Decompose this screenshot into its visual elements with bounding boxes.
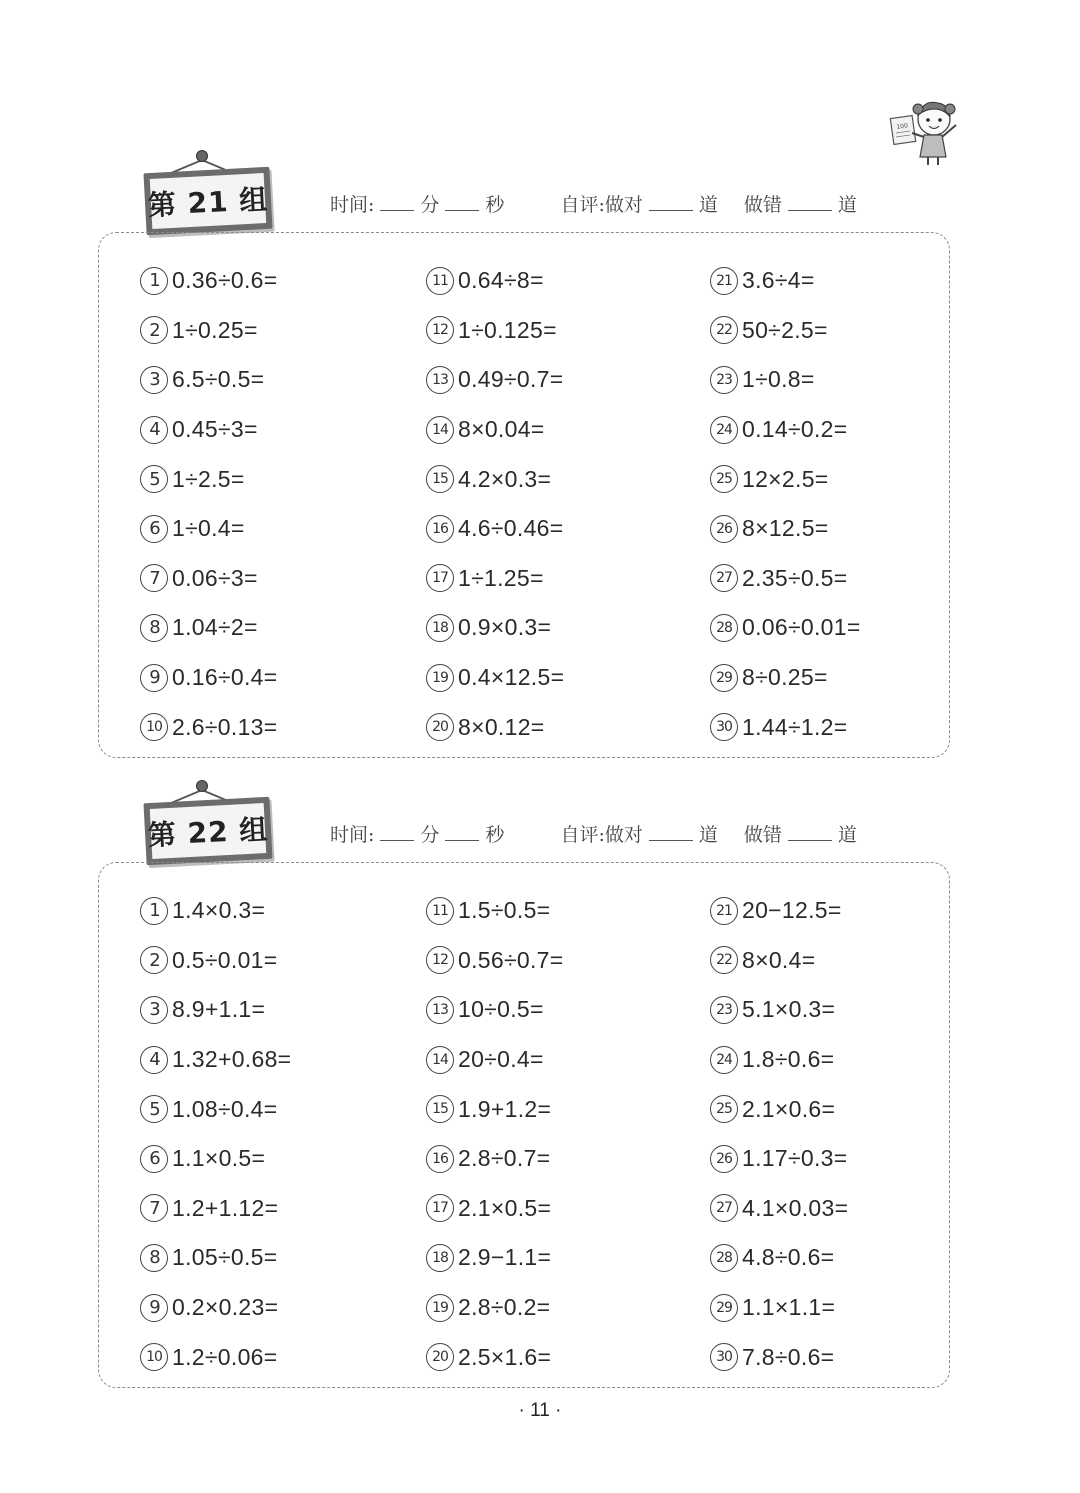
problem-number-badge: 4: [140, 416, 168, 444]
problem-number-badge: 18: [426, 1244, 454, 1272]
problem-item: [140, 1332, 426, 1382]
problem-expression: 0.9×0.3=: [458, 614, 552, 641]
problem-number-badge: 10: [140, 713, 168, 741]
problem-number-badge: 30: [710, 1343, 738, 1371]
problem-expression: 1.17÷0.3=: [742, 1145, 848, 1172]
problem-number-badge: 19: [426, 1294, 454, 1322]
problem-expression: 0.56÷0.7=: [458, 946, 564, 973]
problem-number-badge: 2: [140, 316, 168, 344]
problem-number-badge: 29: [710, 1294, 738, 1322]
minutes-label: 分: [420, 194, 440, 216]
problem-expression: 2.9−1.1=: [458, 1244, 552, 1271]
exercise-group-22: [0, 780, 1080, 1420]
problem-number-badge: 11: [426, 897, 454, 925]
problem-number-badge: 24: [710, 1046, 738, 1074]
problem-number-badge: 30: [710, 713, 738, 741]
group-title: 第 22 组: [147, 812, 270, 853]
problem-number-badge: 29: [710, 664, 738, 692]
problem-item: [710, 1134, 940, 1184]
time-label: 时间:: [330, 194, 375, 216]
problem-expression: 7.8÷0.6=: [742, 1343, 835, 1370]
problem-expression: 8×12.5=: [742, 515, 829, 542]
problem-number-badge: 8: [140, 1244, 168, 1272]
problem-item: [426, 554, 710, 604]
problem-item: [710, 1035, 940, 1085]
wrong-unit-label: 道: [837, 824, 857, 846]
problem-expression: 12×2.5=: [742, 465, 829, 492]
score-header: [330, 820, 930, 847]
self-eval-label: 自评:做对: [560, 194, 643, 216]
wrong-label: 做错: [743, 194, 782, 216]
problem-item: [426, 1035, 710, 1085]
problem-item: [710, 1084, 940, 1134]
problem-item: [710, 1233, 940, 1283]
problem-expression: 4.6÷0.46=: [458, 515, 564, 542]
correct-count-blank[interactable]: [649, 822, 693, 841]
minutes-blank[interactable]: [380, 822, 414, 841]
problem-expression: 1.44÷1.2=: [742, 713, 848, 740]
problem-number-badge: 27: [710, 1194, 738, 1222]
problem-number-badge: 6: [140, 515, 168, 543]
problem-item: [426, 306, 710, 356]
problem-number-badge: 21: [710, 897, 738, 925]
problem-expression: 8×0.4=: [742, 946, 816, 973]
problem-number-badge: 8: [140, 614, 168, 642]
problem-expression: 0.06÷3=: [172, 564, 258, 591]
problem-item: [140, 653, 426, 703]
problem-number-badge: 12: [426, 316, 454, 344]
problem-number-badge: 13: [426, 366, 454, 394]
correct-count-blank[interactable]: [649, 192, 693, 211]
problem-expression: 2.6÷0.13=: [172, 713, 278, 740]
problem-item: [710, 306, 940, 356]
problem-item: [140, 886, 426, 936]
problem-item: [710, 256, 940, 306]
problem-number-badge: 20: [426, 1343, 454, 1371]
problems-grid: [140, 256, 940, 752]
problem-expression: 0.4×12.5=: [458, 664, 565, 691]
problem-number-badge: 18: [426, 614, 454, 642]
problem-number-badge: 7: [140, 564, 168, 592]
seconds-blank[interactable]: [445, 822, 479, 841]
page-number: · 11 ·: [518, 1400, 562, 1421]
nail-icon: [196, 780, 208, 792]
problem-expression: 4.2×0.3=: [458, 465, 552, 492]
group-title-sign: [143, 797, 272, 866]
problem-expression: 8×0.04=: [458, 416, 545, 443]
problem-item: [140, 554, 426, 604]
problem-item: [140, 454, 426, 504]
problem-item: [426, 603, 710, 653]
problem-expression: 4.1×0.03=: [742, 1194, 849, 1221]
problem-number-badge: 22: [710, 946, 738, 974]
problem-expression: 0.5÷0.01=: [172, 946, 278, 973]
problem-number-badge: 10: [140, 1343, 168, 1371]
wrong-label: 做错: [743, 824, 782, 846]
problem-expression: 1÷0.125=: [458, 316, 557, 343]
mascot-paper-text: 100: [896, 122, 909, 131]
problems-grid: [140, 886, 940, 1382]
minutes-label: 分: [420, 824, 440, 846]
problem-expression: 1.1×1.1=: [742, 1294, 836, 1321]
problem-expression: 2.1×0.5=: [458, 1194, 552, 1221]
problem-expression: 0.2×0.23=: [172, 1294, 279, 1321]
nail-icon: [196, 150, 208, 162]
problem-item: [140, 504, 426, 554]
problem-number-badge: 4: [140, 1046, 168, 1074]
problem-number-badge: 9: [140, 1294, 168, 1322]
problem-expression: 50÷2.5=: [742, 316, 828, 343]
problem-number-badge: 16: [426, 515, 454, 543]
problem-number-badge: 16: [426, 1145, 454, 1173]
problem-expression: 0.64÷8=: [458, 267, 544, 294]
problem-item: [710, 1283, 940, 1333]
correct-unit-label: 道: [698, 194, 718, 216]
problem-number-badge: 26: [710, 1145, 738, 1173]
problem-item: [710, 454, 940, 504]
problem-expression: 8.9+1.1=: [172, 996, 266, 1023]
problem-item: [140, 1184, 426, 1234]
problem-expression: 1÷1.25=: [458, 564, 544, 591]
problem-item: [140, 405, 426, 455]
problem-item: [140, 1134, 426, 1184]
problem-expression: 8÷0.25=: [742, 664, 828, 691]
problem-expression: 1.04÷2=: [172, 614, 258, 641]
problem-expression: 1.8÷0.6=: [742, 1046, 835, 1073]
seconds-label: 秒: [485, 194, 505, 216]
problem-number-badge: 3: [140, 996, 168, 1024]
problem-expression: 3.6÷4=: [742, 267, 815, 294]
minutes-blank[interactable]: [380, 192, 414, 211]
problem-expression: 0.49÷0.7=: [458, 366, 564, 393]
problem-number-badge: 3: [140, 366, 168, 394]
problem-item: [426, 1134, 710, 1184]
problem-item: [140, 1283, 426, 1333]
problem-number-badge: 12: [426, 946, 454, 974]
problem-item: [426, 936, 710, 986]
problem-expression: 20−12.5=: [742, 897, 842, 924]
problem-number-badge: 2: [140, 946, 168, 974]
problem-item: [426, 1283, 710, 1333]
problem-item: [426, 1233, 710, 1283]
problem-number-badge: 24: [710, 416, 738, 444]
problem-expression: 1.5÷0.5=: [458, 897, 551, 924]
problem-expression: 1.4×0.3=: [172, 897, 266, 924]
problem-item: [426, 653, 710, 703]
problem-number-badge: 14: [426, 1046, 454, 1074]
problem-expression: 6.5÷0.5=: [172, 366, 265, 393]
problem-number-badge: 27: [710, 564, 738, 592]
problem-item: [426, 256, 710, 306]
problem-item: [426, 886, 710, 936]
problem-expression: 1.2+1.12=: [172, 1194, 279, 1221]
problem-number-badge: 1: [140, 267, 168, 295]
problem-number-badge: 17: [426, 564, 454, 592]
seconds-blank[interactable]: [445, 192, 479, 211]
problem-item: [140, 1035, 426, 1085]
problem-number-badge: 11: [426, 267, 454, 295]
problem-expression: 10÷0.5=: [458, 996, 544, 1023]
group-title-sign: [143, 167, 272, 236]
problem-item: [426, 1184, 710, 1234]
exercise-group-21: [0, 150, 1080, 790]
wrong-count-blank[interactable]: [788, 192, 832, 211]
problem-number-badge: 25: [710, 465, 738, 493]
problem-expression: 0.06÷0.01=: [742, 614, 861, 641]
problem-item: [140, 603, 426, 653]
problem-expression: 1.2÷0.06=: [172, 1343, 278, 1370]
problem-item: [140, 256, 426, 306]
problem-expression: 4.8÷0.6=: [742, 1244, 835, 1271]
problem-expression: 1.05÷0.5=: [172, 1244, 278, 1271]
problem-item: [710, 1184, 940, 1234]
problem-number-badge: 9: [140, 664, 168, 692]
problem-expression: 2.5×1.6=: [458, 1343, 552, 1370]
problem-number-badge: 13: [426, 996, 454, 1024]
seconds-label: 秒: [485, 824, 505, 846]
problem-item: [140, 355, 426, 405]
problem-expression: 1.32+0.68=: [172, 1046, 292, 1073]
problem-item: [426, 985, 710, 1035]
problem-item: [140, 1233, 426, 1283]
time-label: 时间:: [330, 824, 375, 846]
problem-number-badge: 20: [426, 713, 454, 741]
problem-number-badge: 6: [140, 1145, 168, 1173]
problem-expression: 2.1×0.6=: [742, 1095, 836, 1122]
wrong-unit-label: 道: [837, 194, 857, 216]
problem-item: [426, 405, 710, 455]
problem-expression: 1÷0.25=: [172, 316, 258, 343]
problem-item: [710, 1332, 940, 1382]
problem-item: [140, 985, 426, 1035]
problem-item: [426, 702, 710, 752]
problem-number-badge: 5: [140, 465, 168, 493]
problem-number-badge: 28: [710, 1244, 738, 1272]
problem-expression: 0.36÷0.6=: [172, 267, 278, 294]
problem-item: [710, 603, 940, 653]
problem-expression: 2.8÷0.7=: [458, 1145, 551, 1172]
problem-item: [426, 355, 710, 405]
problem-number-badge: 25: [710, 1095, 738, 1123]
self-eval-label: 自评:做对: [560, 824, 643, 846]
problem-number-badge: 15: [426, 465, 454, 493]
problem-number-badge: 28: [710, 614, 738, 642]
problem-number-badge: 1: [140, 897, 168, 925]
correct-unit-label: 道: [698, 824, 718, 846]
problem-expression: 2.8÷0.2=: [458, 1294, 551, 1321]
problem-item: [140, 702, 426, 752]
problem-number-badge: 14: [426, 416, 454, 444]
problem-number-badge: 26: [710, 515, 738, 543]
problem-item: [710, 985, 940, 1035]
problem-number-badge: 23: [710, 366, 738, 394]
problem-expression: 5.1×0.3=: [742, 996, 836, 1023]
problem-expression: 20÷0.4=: [458, 1046, 544, 1073]
problem-expression: 1÷2.5=: [172, 465, 245, 492]
problem-number-badge: 21: [710, 267, 738, 295]
problem-expression: 1.08÷0.4=: [172, 1095, 278, 1122]
score-header: [330, 190, 930, 217]
problem-expression: 2.35÷0.5=: [742, 564, 848, 591]
problem-expression: 0.14÷0.2=: [742, 416, 848, 443]
problem-expression: 1÷0.4=: [172, 515, 245, 542]
problem-number-badge: 17: [426, 1194, 454, 1222]
problem-item: [426, 504, 710, 554]
problem-number-badge: 7: [140, 1194, 168, 1222]
problem-item: [710, 653, 940, 703]
problem-expression: 1.1×0.5=: [172, 1145, 266, 1172]
problem-item: [426, 454, 710, 504]
problem-item: [710, 504, 940, 554]
problem-item: [426, 1332, 710, 1382]
problem-item: [710, 702, 940, 752]
problem-number-badge: 5: [140, 1095, 168, 1123]
problem-item: [140, 1084, 426, 1134]
problem-number-badge: 23: [710, 996, 738, 1024]
problem-item: [710, 355, 940, 405]
problem-item: [710, 405, 940, 455]
problem-expression: 0.16÷0.4=: [172, 664, 278, 691]
group-title: 第 21 组: [147, 182, 270, 223]
problem-number-badge: 15: [426, 1095, 454, 1123]
problem-item: [710, 554, 940, 604]
wrong-count-blank[interactable]: [788, 822, 832, 841]
problem-expression: 1÷0.8=: [742, 366, 815, 393]
problem-item: [426, 1084, 710, 1134]
problem-number-badge: 19: [426, 664, 454, 692]
problem-item: [710, 886, 940, 936]
problem-expression: 0.45÷3=: [172, 416, 258, 443]
problem-item: [710, 936, 940, 986]
problem-number-badge: 22: [710, 316, 738, 344]
problem-item: [140, 306, 426, 356]
problem-expression: 8×0.12=: [458, 713, 545, 740]
problem-expression: 1.9+1.2=: [458, 1095, 552, 1122]
problem-item: [140, 936, 426, 986]
